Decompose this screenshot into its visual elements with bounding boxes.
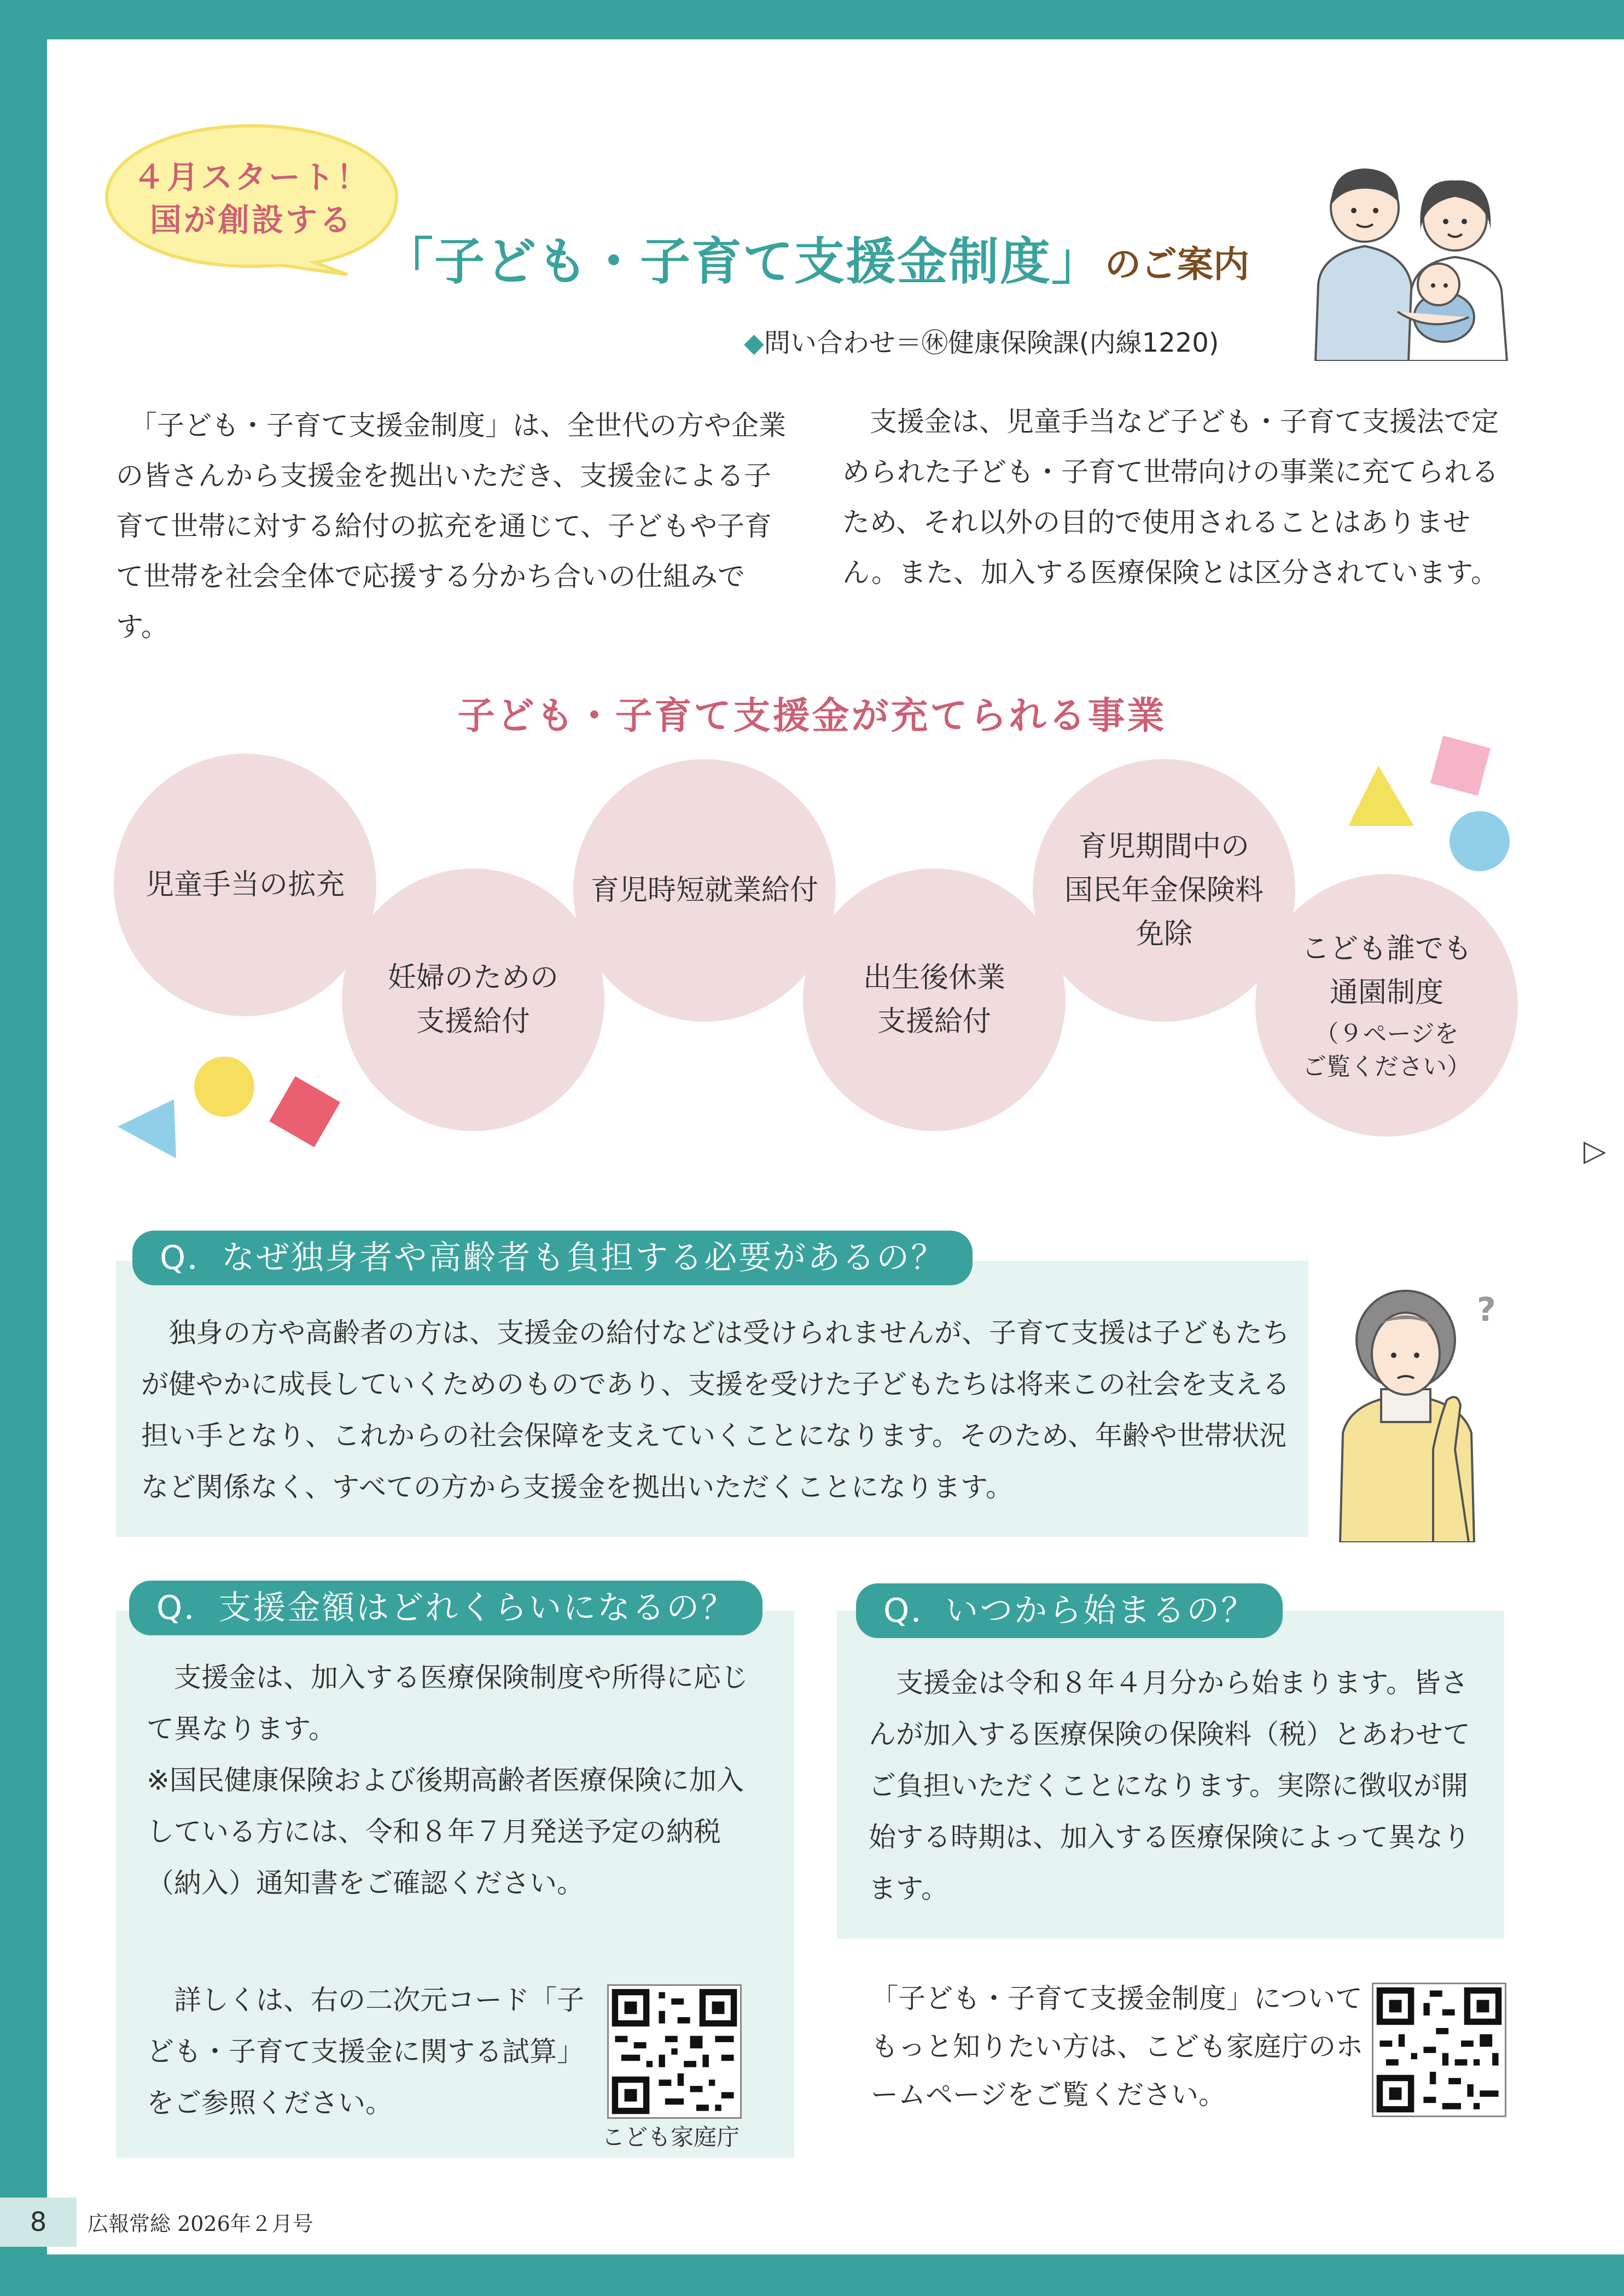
q1-text: 独身の方や高齢者の方は、支援金の給付などは受けられませんが、子育て支援は子どもたちが健やかに成長していくためのものであり、支援を受けた子どもたちは将来この社会を支える担い手となり、これからの社会保障を支えていくことになります。そのため、年齢や世帯状況など関係なく、すべての方から支援金を拠出いただくことになります。 bbox=[141, 1317, 1290, 1503]
family-illustration bbox=[1305, 137, 1523, 361]
project-circle-5 bbox=[1033, 759, 1295, 1022]
page-title-suffix: のご案内 bbox=[1105, 243, 1249, 285]
intro-right: 支援金は、児童手当など子ども・子育て支援法で定められた子ども・子育て世帯向けの事業に充てられるため、それ以外の目的で使用されることはありません。また、加入する医療保険とは区分されています。 bbox=[842, 406, 1499, 588]
contact-info bbox=[744, 322, 1219, 359]
qr-code-icon bbox=[1373, 1984, 1505, 2116]
project-note: （９ページを ご覧ください） bbox=[1302, 1020, 1471, 1081]
bubble-line1: ４月スタート！ bbox=[132, 159, 370, 196]
q3-detail: 「子ども・子育て支援金制度」についてもっと知りたい方は、こども家庭庁のホームページをご覧ください。 bbox=[871, 1983, 1363, 2111]
projects-title: 子ども・子育て支援金が充てられる事業 bbox=[457, 695, 1167, 738]
diamond-icon: ◆ bbox=[744, 328, 764, 358]
project-circle-2 bbox=[342, 869, 604, 1131]
q3-text: 支援金は令和８年４月分から始まります。皆さんが加入する医療保険の保険料（税）とあわせてご負担いただくことになります。実際に徴収が開始する時期は、加入する医療保険によって異なります。 bbox=[869, 1667, 1470, 1904]
q3-label: Q．いつから始まるの？ bbox=[856, 1583, 1283, 1638]
contact-text: 問い合わせ＝㊡健康保険課(内線1220) bbox=[764, 328, 1219, 358]
q2-detail: 詳しくは、右の二次元コード「子ども・子育て支援金に関する試算」をご参照ください。 bbox=[147, 1984, 584, 2119]
qr-code-simulation[interactable] bbox=[1372, 1983, 1506, 2117]
project-circle-4 bbox=[803, 869, 1066, 1131]
elderly-person-illustration bbox=[1329, 1269, 1504, 1542]
qr-code-icon bbox=[609, 1986, 740, 2117]
project-circle-1 bbox=[114, 754, 376, 1016]
project-circle-6 bbox=[1255, 874, 1518, 1137]
bubble-text bbox=[104, 156, 399, 241]
bubble-line2: 国が創設する bbox=[149, 201, 353, 238]
intro-left: 「子ども・子育て支援金制度」は、全世代の方や企業の皆さんから支援金を拠出いただき、支援金による子育て世帯に対する給付の拡充を通じて、子どもや子育て世帯を社会全体で応援する分かち合いの仕組みです。 bbox=[116, 410, 786, 643]
next-page-arrow-icon[interactable]: ▷ bbox=[1584, 1133, 1606, 1168]
q1-label: Q．なぜ独身者や高齢者も負担する必要があるの？ bbox=[132, 1231, 973, 1285]
project-label: 育児時短就業給付 bbox=[590, 874, 818, 907]
page-title: 「子ども・子育て支援金制度」 bbox=[383, 232, 1103, 291]
publication-name: 広報常総 2026年２月号 bbox=[88, 2212, 313, 2236]
project-label: 育児期間中の 国民年金保険料 免除 bbox=[1064, 830, 1264, 951]
project-label: 出生後休業 支援給付 bbox=[863, 961, 1005, 1038]
q2-label: Q．支援金額はどれくらいになるの？ bbox=[129, 1581, 762, 1635]
qr-caption: こども家庭庁 bbox=[602, 2124, 740, 2151]
project-label: 妊婦のための 支援給付 bbox=[387, 961, 558, 1038]
q2-text: 支援金は、加入する医療保険制度や所得に応じて異なります。 ※国民健康保険および後期高齢者医療保険に加入している方には、令和８年７月発送予定の納税（納入）通知書をご確認ください。 bbox=[147, 1662, 748, 1899]
project-label: 児童手当の拡充 bbox=[145, 869, 345, 901]
project-label: こども誰でも 通園制度 bbox=[1301, 933, 1472, 1009]
page-number: 8 bbox=[0, 2198, 77, 2247]
question-mark-icon: ? bbox=[1477, 1291, 1496, 1329]
qr-code-simulation[interactable] bbox=[607, 1984, 742, 2119]
project-circle-3 bbox=[573, 759, 836, 1022]
